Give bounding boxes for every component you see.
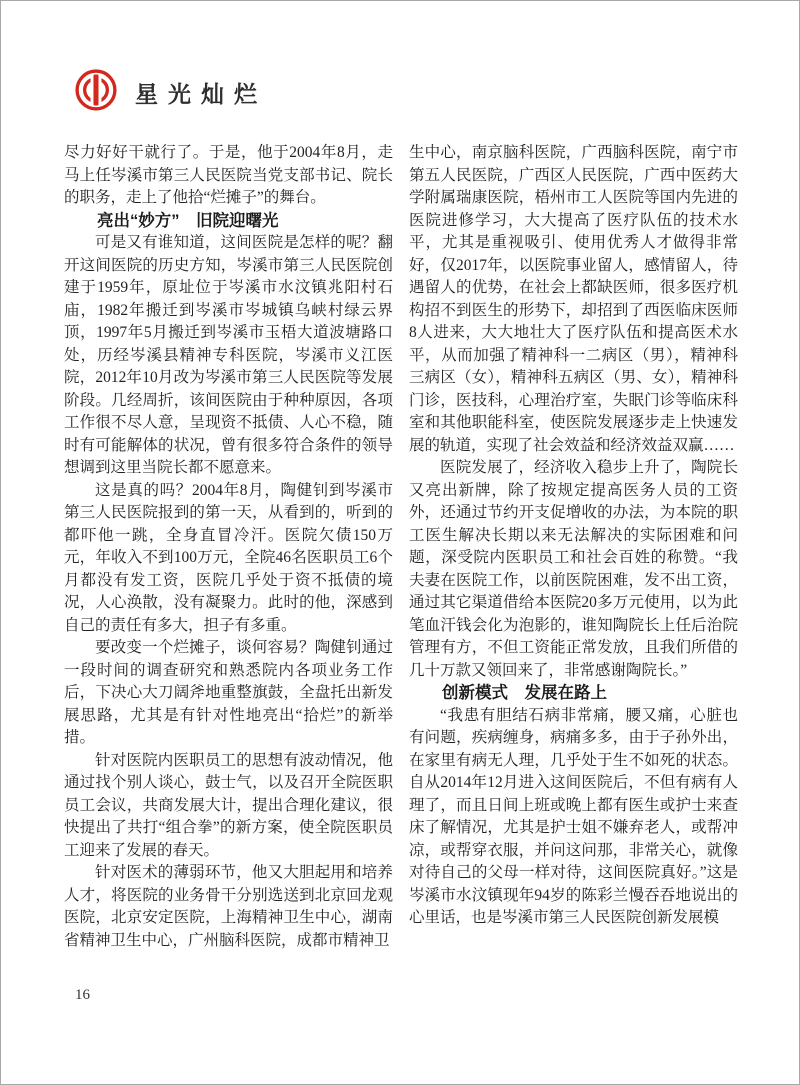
trade-union-emblem-icon [75, 69, 117, 111]
paragraph: 生中心，南京脑科医院，广西脑科医院，南宁市第五人民医院，广西区人民医院，广西中医药大学附属瑞康医院，梧州市工人医院等国内先进的医院进修学习，大大提高了医疗队伍的技术水平，尤其是重视吸引、使用优秀人才做得非常好，仅2017年，以医院事业留人，感情留人，待遇留人的优势，在社会上都缺医师，很多医疗机构招不到医生的形势下，却招到了西医临床医师8人进来，大大地壮大了医疗队伍和提高医术水平，从而加强了精神科一二病区（男），精神科三病区（女），精神科五病区（男、女），精神科门诊，医技科，心理治疗室，失眠门诊等临床科室和其他职能科室，使医院发展逐步走上快速发展的轨道，实现了社会效益和经济效益双赢…… [409, 144, 738, 454]
paragraph: 尽力好好干就行了。于是，他于2004年8月，走马上任岑溪市第三人民医院当党支部书记、院长的职务，走上了他拾“烂摊子”的舞台。 [64, 144, 393, 206]
paragraph: 这是真的吗？2004年8月，陶健钊到岑溪市第三人民医院报到的第一天，从看到的，听到的都吓他一跳，全身直冒冷汗。医院欠债150万元，年收入不到100万元，全院46名医职员工6个月都没有发工资，医院几乎处于资不抵债的境况，人心涣散，没有凝聚力。此时的他，深感到自己的责任有多大，担子有多重。 [64, 481, 393, 634]
paragraph: 针对医术的薄弱环节，他又大胆起用和培养人才，将医院的业务骨干分别选送到北京回龙观医院，北京安定医院，上海精神卫生中心，湖南省精神卫生中心，广州脑科医院，成都市精神卫 [64, 864, 393, 949]
page-number: 16 [75, 987, 90, 1003]
paragraph: 可是又有谁知道，这间医院是怎样的呢？翻开这间医院的历史方知，岑溪市第三人民医院创建于1959年，原址位于岑溪市水汶镇兆阳村石庙，1982年搬迁到岑溪市岑城镇乌峡村绿云界顶，1997年5月搬迁到岑溪市玉梧大道波塘路口处，历经岑溪县精神专科医院，岑溪市义江医院，2012年10月改为岑溪市第三人民医院等发展阶段。几经周折，该间医院由于种种原因，各项工作很不尽人意，呈现资不抵债、人心不稳，随时有可能解体的状况，曾有很多符合条件的领导想调到这里当院长都不愿意来。 [64, 234, 393, 476]
left-column [64, 142, 393, 952]
paragraph: “我患有胆结石病非常痛，腰又痛，心脏也有问题，疾病缠身，病痛多多，由于子孙外出，在家里有病无人理，几乎处于生不如死的状态。自从2014年12月进入这间医院后，不但有病有人理了，而且日间上班或晚上都有医生或护士来查床了解情况，尤其是护士姐不嫌弃老人，或帮冲凉，或帮穿衣服，并问这问那，非常关心，就像对待自己的父母一样对待，这间医院真好。”这是岑溪市水汶镇现年94岁的陈彩兰慢吞吞地说出的心里话，也是岑溪市第三人民医院创新发展模 [409, 706, 738, 926]
right-column [409, 142, 738, 952]
section-heading: 亮出“妙方” 旧院迎曙光 [97, 211, 279, 230]
paragraph: 要改变一个烂摊子，谈何容易？陶健钊通过一段时间的调查研究和熟悉院内各项业务工作后，下决心大刀阔斧地重整旗鼓，全盘托出新发展思路，尤其是有针对性地亮出“拾烂”的新举措。 [64, 639, 393, 746]
brand-title: 星光灿烂 [135, 81, 267, 107]
paragraph: 医院发展了，经济收入稳步上升了，陶院长又亮出新牌，除了按规定提高医务人员的工资外，还通过节约开支促增收的办法，为本院的职工医生解决长期以来无法解决的实际困难和问题，深受院内医职员工和社会百姓的称赞。“我夫妻在医院工作，以前医院困难，发不出工资，通过其它渠道借给本医院20多万元使用，以为此笔血汗钱会化为泡影的，谁知陶院长上任后治院管理有方，不但工资能正常发放，且我们所借的几十万款又领回来了，非常感谢陶院长。” [409, 459, 738, 679]
brand [75, 69, 267, 111]
article-body [64, 142, 738, 952]
paragraph: 针对医院内医职员工的思想有波动情况，他通过找个别人谈心，鼓士气，以及召开全院医职员工会议，共商发展大计，提出合理化建议，很快提出了共打“组合拳”的新方案，使全院医职员工迎来了发展的春天。 [64, 751, 393, 859]
section-heading: 创新模式 发展在路上 [442, 684, 607, 702]
